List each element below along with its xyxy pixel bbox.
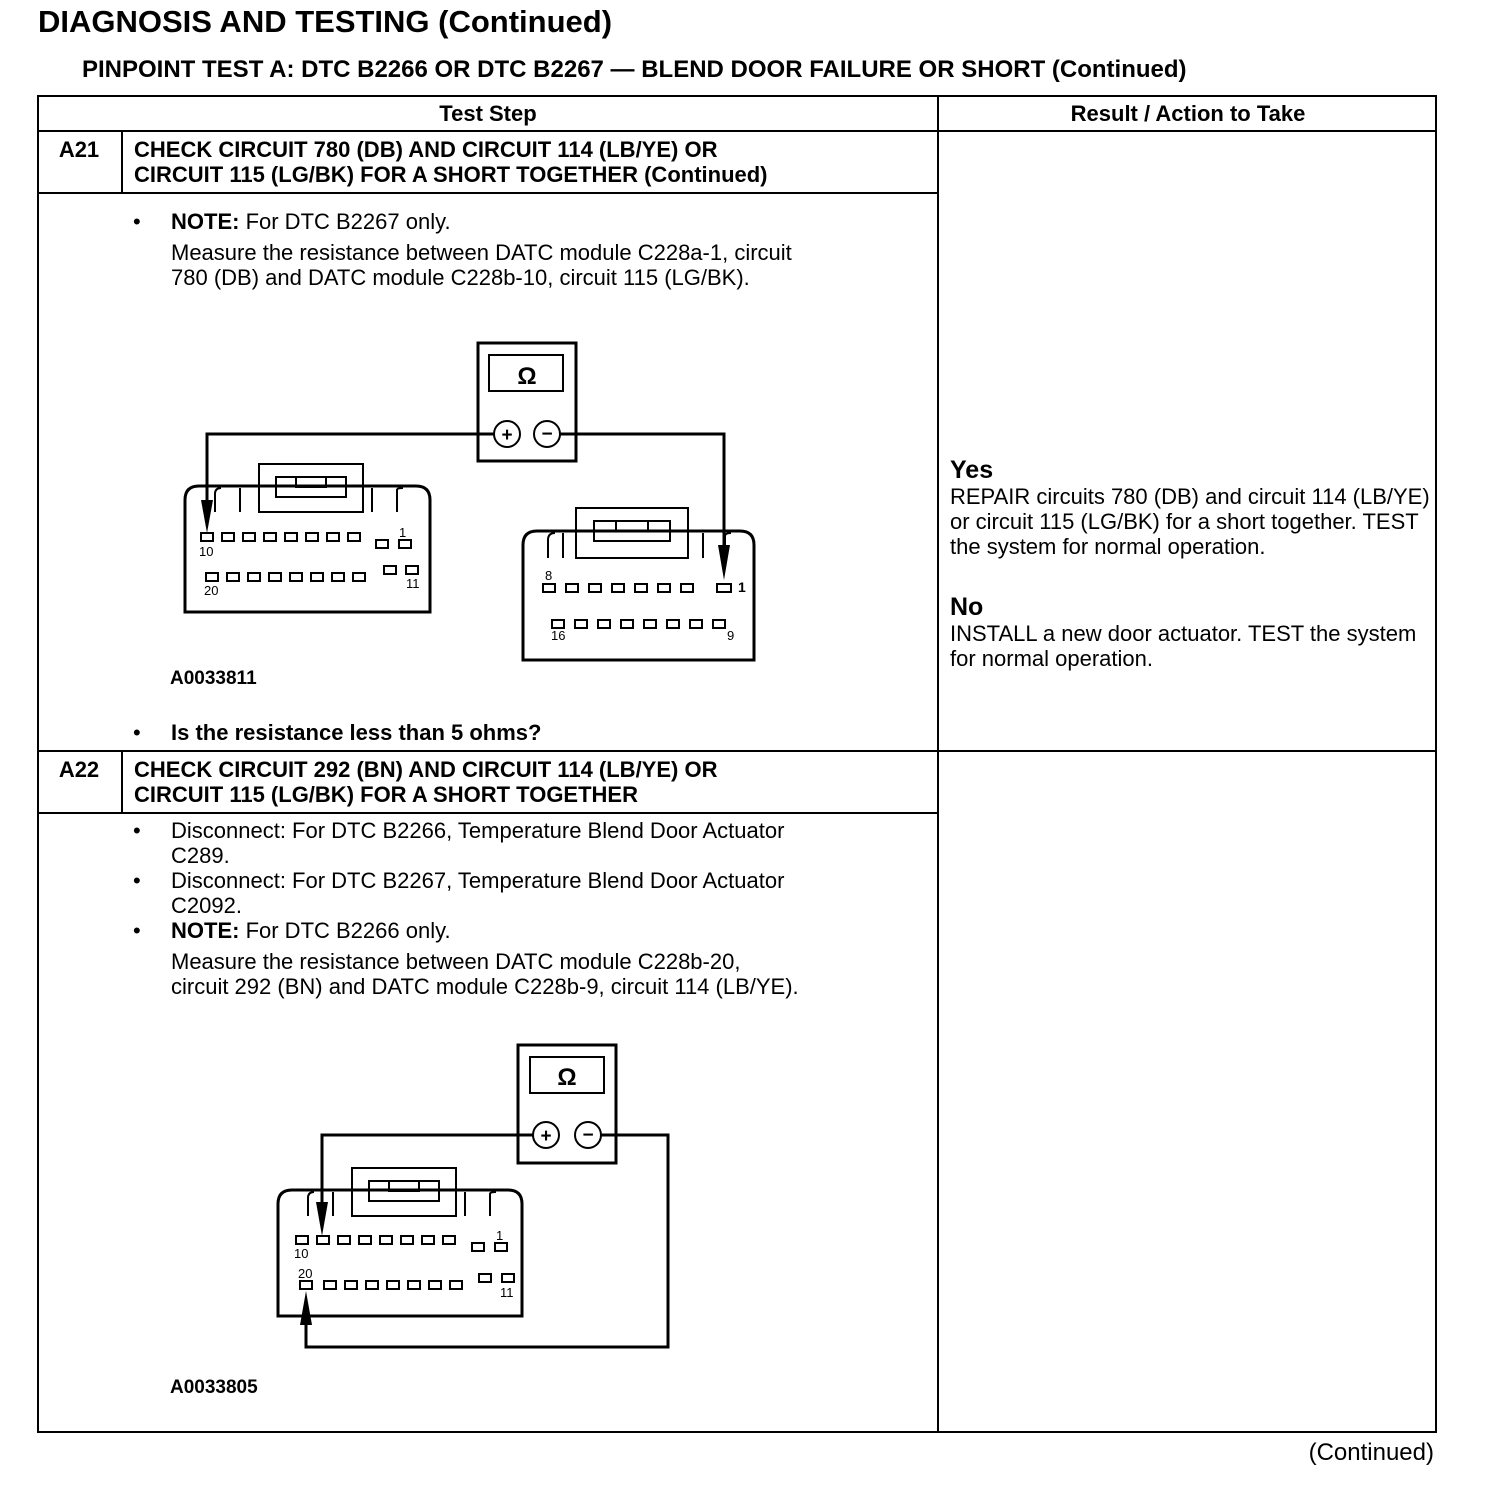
connector-pins [296,1236,514,1289]
step-heading-line: CHECK CIRCUIT 780 (DB) AND CIRCUIT 114 (LB/YE) OR [134,137,718,162]
minus-label: − [541,424,553,445]
pin-label: 20 [204,583,219,598]
pin-label: 9 [727,628,735,643]
disconnect-instruction [171,818,784,868]
step-heading-line: CIRCUIT 115 (LG/BK) FOR A SHORT TOGETHER (Continued) [134,162,768,187]
minus-label: − [582,1125,594,1146]
probe-arrow-icon [718,545,730,580]
instruction-line: Disconnect: For DTC B2267, Temperature Blend Door Actuator [171,868,785,893]
step-heading [134,757,717,807]
note-label: NOTE: [171,918,240,943]
page-title: DIAGNOSIS AND TESTING (Continued) [38,4,613,39]
instruction-line: Measure the resistance between DATC module C228a-1, circuit [171,240,792,265]
instruction-line: Disconnect: For DTC B2266, Temperature Blend Door Actuator [171,818,785,843]
plus-label: + [501,425,513,446]
pin-label: 10 [199,544,214,559]
note-text: For DTC B2267 only. [239,209,451,234]
pin-label: 11 [500,1285,514,1300]
pin-label: 8 [545,568,553,583]
bullet-icon: • [133,720,141,745]
instruction-line: circuit 292 (BN) and DATC module C228b-9, circuit 114 (LB/YE). [171,974,799,999]
ohmmeter-icon [518,1045,616,1163]
ohm-symbol: Ω [517,363,537,390]
step-question: Is the resistance less than 5 ohms? [171,720,542,745]
header-result-action: Result / Action to Take [1070,101,1306,126]
connector-pins [201,533,418,581]
note-label: NOTE: [171,209,240,234]
connector-pins [543,584,731,628]
bullet-icon: • [133,209,141,234]
pin-label: 11 [406,576,420,591]
pin-label: 1 [496,1228,504,1243]
probe-arrow-icon [316,1202,328,1236]
step-heading-line: CIRCUIT 115 (LG/BK) FOR A SHORT TOGETHER [134,782,638,807]
ohmmeter-icon [478,343,576,461]
result-yes-text: REPAIR circuits 780 (DB) and circuit 114 (LB/YE) or circuit 115 (LG/BK) for a short together. TEST the system for normal operation. [950,484,1430,559]
pinpoint-test-title: PINPOINT TEST A: DTC B2266 OR DTC B2267 — BLEND DOOR FAILURE OR SHORT (Continued) [82,56,1187,83]
instruction-line: C2092. [171,893,242,918]
figure-id: A0033811 [170,668,257,689]
pin-label: 1 [738,579,746,595]
bullet-icon: • [133,868,141,893]
step-number: A22 [58,757,100,782]
pin-label: 1 [399,525,407,540]
header-test-step: Test Step [439,101,537,126]
pin-label: 10 [294,1246,309,1261]
step-heading-line: CHECK CIRCUIT 292 (BN) AND CIRCUIT 114 (LB/YE) OR [134,757,718,782]
probe-arrow-icon [201,500,213,533]
result-no-label: No [950,593,984,621]
pin-label: 20 [298,1266,313,1281]
result-yes-label: Yes [950,456,994,484]
step-number: A21 [58,137,100,162]
note-text: For DTC B2266 only. [239,918,451,943]
figure-id: A0033805 [170,1377,258,1398]
plus-label: + [540,1126,552,1147]
measure-instruction [171,949,799,999]
bullet-icon: • [133,918,141,943]
instruction-line: Measure the resistance between DATC module C228b-20, [171,949,741,974]
probe-arrow-icon [300,1291,312,1325]
result-no-text: INSTALL a new door actuator. TEST the system for normal operation. [950,621,1417,671]
pin-label: 16 [551,628,566,643]
ohm-symbol: Ω [557,1064,577,1091]
bullet-icon: • [133,818,141,843]
instruction-line: 780 (DB) and DATC module C228b-10, circuit 115 (LG/BK). [171,265,750,290]
continued-label: (Continued) [1308,1439,1434,1466]
instruction-line: C289. [171,843,230,868]
note [171,918,451,943]
disconnect-instruction [171,868,784,918]
